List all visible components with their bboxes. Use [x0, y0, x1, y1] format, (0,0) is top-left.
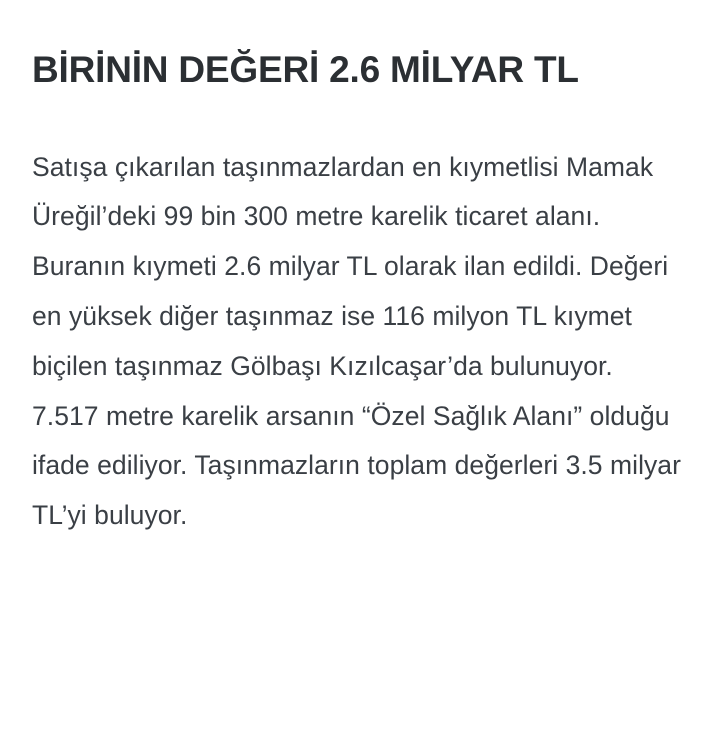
- article-paragraph: Satışa çıkarılan taşınmazlardan en kıymetlisi Mamak Üreğil’deki 99 bin 300 metre karelik ticaret alanı. Buranın kıymeti 2.6 milyar TL olarak ilan edildi. Değeri en yüksek diğer taşınmaz ise 116 milyon TL kıymet biçilen taşınmaz Gölbaşı Kızılcaşar’da bulunuyor. 7.517 metre karelik arsanın “Özel Sağlık Alanı” olduğu ifade ediliyor. Taşınmazların toplam değerleri 3.5 milyar TL’yi buluyor.: [32, 151, 681, 531]
- article-body: [32, 97, 684, 542]
- page-title: BİRİNİN DEĞERİ 2.6 MİLYAR TL: [32, 49, 579, 90]
